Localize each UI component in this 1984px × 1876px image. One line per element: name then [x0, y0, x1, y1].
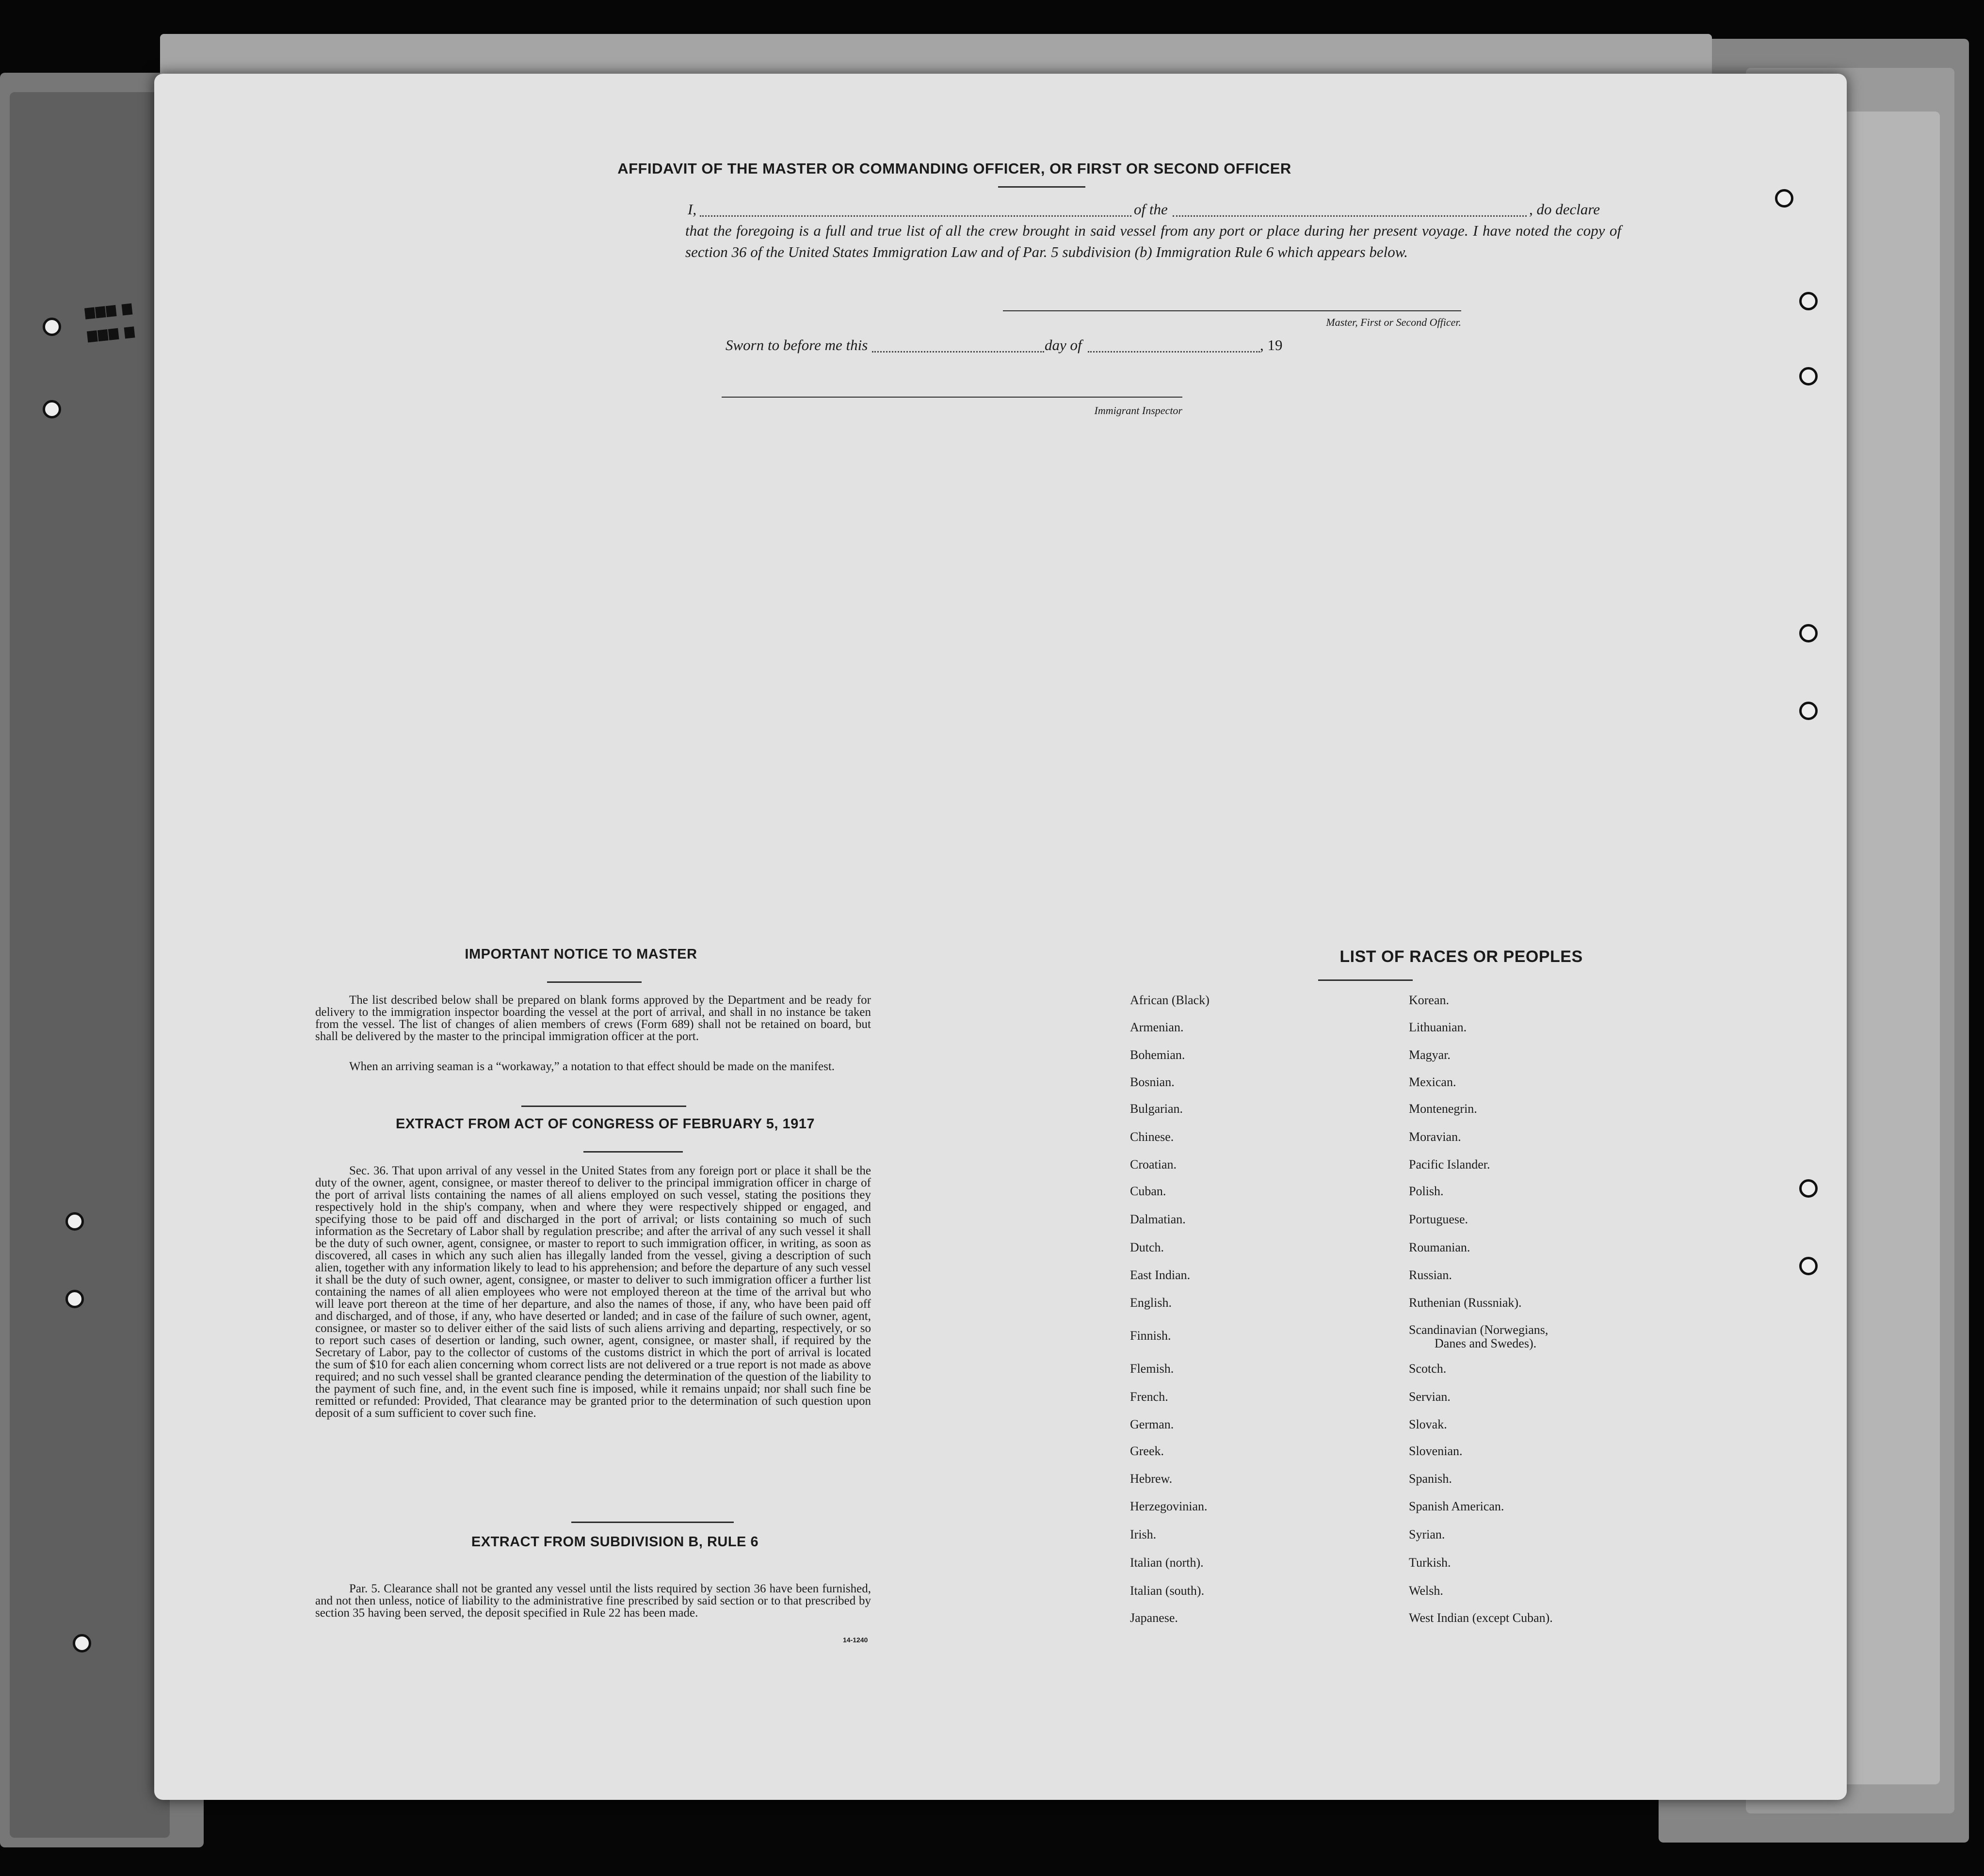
race-item: Spanish. — [1409, 1472, 1452, 1486]
do-declare-label: , do declare — [1529, 201, 1600, 218]
act-extract-title: EXTRACT FROM ACT OF CONGRESS OF FEBRUARY 5, 1917 — [395, 1116, 815, 1132]
race-item: Finnish. — [1130, 1329, 1171, 1343]
affidavit-body: that the foregoing is a full and true list of all the crew brought in said vessel from any port or place during her present voyage. I have noted the copy of section 36 of the United States Immigration Law and of Par. 5 subdivision (b) Immigration Rule 6 which appears below. — [685, 222, 1621, 260]
race-item: Lithuanian. — [1409, 1020, 1467, 1034]
binder-hole — [1799, 292, 1818, 310]
form-number: 14-1240 — [843, 1636, 868, 1644]
stamp-mark: ▆▆▆ ▆ ▆▆▆ ▆ — [84, 300, 136, 343]
races-title: LIST OF RACES OR PEOPLES — [1339, 947, 1583, 966]
race-item: Bohemian. — [1130, 1048, 1185, 1062]
race-item: Dalmatian. — [1130, 1212, 1186, 1226]
race-item: Russian. — [1409, 1268, 1452, 1282]
race-item: Herzegovinian. — [1130, 1499, 1208, 1513]
divider — [1318, 979, 1413, 981]
race-item: Portuguese. — [1409, 1212, 1468, 1226]
race-item: Hebrew. — [1130, 1472, 1173, 1486]
binder-hole — [1799, 1257, 1818, 1275]
race-item: African (Black) — [1130, 993, 1210, 1007]
affidavit-title: AFFIDAVIT OF THE MASTER OR COMMANDING OFFICER, OR FIRST OR SECOND OFFICER — [617, 160, 1291, 177]
divider — [547, 981, 642, 983]
divider — [998, 186, 1085, 188]
divider — [583, 1151, 683, 1153]
divider — [571, 1522, 734, 1523]
act-extract-text: Sec. 36. That upon arrival of any vessel in the United States from any foreign port or place it shall be the duty of the owner, agent, consignee, or master thereof to deliver to the principal immigration officer in charge of the port of arrival lists containing the names of all aliens employed on such vessel, stating the positions they respectively hold in the ship's company, when and where they were respectively shipped or engaged, and specifying those to be paid off and discharged in the port of arrival; or lists containing so much of such information as the Secretary of Labor shall by regulation prescribe; and after the arrival of any such vessel it shall be the duty of such owner, agent, consignee, or master to report to such immigration officer, in writing, as soon as discovered, all cases in which any such alien has illegally landed from the vessel, giving a description of such alien, together with any information likely to lead to his apprehension; and before the departure of any such vessel it shall be the duty of such owner, agent, consignee, or master to deliver to such immigration officer a further list containing the names of all alien employees who were not employed thereon at the time of the arrival but who will leave port thereon at the time of her departure, and also the names of those, if any, who have been paid off and discharged, and of those, if any, who have deserted or landed; and in case of the failure of such owner, agent, consignee, or master so to deliver either of the said lists of such aliens arriving and departing, respectively, or so to report such cases of desertion or landing, such owner, agent, consignee, or master shall, if required by the Secretary of Labor, pay to the collector of customs of the customs district in which the port of arrival is located the sum of $10 for each alien concerning whom correct lists are not delivered or a true report is not made as above required; and no such vessel shall be granted clearance pending the determination of the question of the liability to the payment of such fine, and, in the event such fine is imposed, while it remains unpaid; nor shall such fine be remitted or refunded: Provided, That clearance may be granted prior to the determination of such question upon deposit of a sum sufficient to cover such fine. — [315, 1164, 871, 1420]
race-item: Roumanian. — [1409, 1240, 1470, 1254]
sworn-label: Sworn to before me this — [726, 337, 868, 353]
race-item: Polish. — [1409, 1184, 1444, 1198]
race-item: French. — [1130, 1390, 1168, 1404]
race-item: Ruthenian (Russniak). — [1409, 1296, 1522, 1310]
notice-paragraph-2: When an arriving seaman is a “workaway,” a notation to that effect should be made on the manifest. — [349, 1060, 835, 1073]
race-item: German. — [1130, 1417, 1174, 1431]
notice-title: IMPORTANT NOTICE TO MASTER — [465, 946, 697, 962]
rule-extract-title: EXTRACT FROM SUBDIVISION B, RULE 6 — [471, 1534, 759, 1550]
day-of-label: day of — [1045, 337, 1082, 353]
race-item: Servian. — [1409, 1390, 1451, 1404]
binder-hole — [1775, 189, 1793, 208]
race-item: East Indian. — [1130, 1268, 1191, 1282]
race-item: Mexican. — [1409, 1075, 1456, 1089]
binder-hole — [65, 1212, 84, 1231]
binder-hole — [1799, 624, 1818, 642]
binder-hole — [73, 1634, 91, 1652]
form-page — [154, 74, 1847, 1800]
race-item: Irish. — [1130, 1527, 1157, 1541]
binder-hole — [65, 1290, 84, 1308]
race-item: Italian (south). — [1130, 1584, 1205, 1598]
affiant-name-field[interactable] — [700, 215, 1131, 217]
notice-paragraph-1: The list described below shall be prepared on blank forms approved by the Department and be ready for delivery to the immigration inspector boarding the vessel at the port of arrival, and shall in no instance be taken from the vessel. The list of changes of alien members of crews (Form 689) shall not be retained on board, but shall be delivered by the master to the principal immigration officer at the port. — [315, 994, 871, 1043]
race-item: Flemish. — [1130, 1362, 1174, 1376]
binder-hole — [1799, 702, 1818, 720]
race-item: Montenegrin. — [1409, 1102, 1477, 1116]
binder-hole — [43, 400, 61, 418]
binder-hole — [1799, 1179, 1818, 1198]
inspector-label: Immigrant Inspector — [1094, 404, 1182, 417]
race-item: Spanish American. — [1409, 1499, 1504, 1513]
rule-extract-text: Par. 5. Clearance shall not be granted any vessel until the lists required by section 36 have been furnished, and not then unless, notice of liability to the administrative fine prescribed by said section or to that prescribed by section 35 having been served, the deposit specified in Rule 22 has been made. — [315, 1582, 871, 1619]
binder-hole — [43, 318, 61, 336]
race-item: Italian (north). — [1130, 1555, 1204, 1570]
sworn-month-field[interactable] — [1088, 351, 1260, 353]
race-item: Korean. — [1409, 993, 1450, 1007]
race-item: Slovenian. — [1409, 1444, 1463, 1458]
year-label: , 19 — [1260, 337, 1283, 353]
race-item: Bosnian. — [1130, 1075, 1175, 1089]
affiant-i-label: I, — [688, 201, 697, 218]
master-signature-line[interactable] — [1003, 310, 1461, 311]
race-item: Japanese. — [1130, 1611, 1178, 1625]
race-item: Chinese. — [1130, 1130, 1174, 1144]
binder-hole — [1799, 367, 1818, 385]
race-item: English. — [1130, 1296, 1172, 1310]
race-item: Slovak. — [1409, 1417, 1447, 1431]
race-item: Danes and Swedes). — [1435, 1336, 1537, 1350]
sworn-day-field[interactable] — [872, 351, 1044, 353]
race-item: West Indian (except Cuban). — [1409, 1611, 1553, 1625]
race-item: Pacific Islander. — [1409, 1157, 1490, 1171]
race-item: Cuban. — [1130, 1184, 1166, 1198]
master-signature-label: Master, First or Second Officer. — [1326, 316, 1461, 328]
race-item: Dutch. — [1130, 1240, 1164, 1254]
race-item: Scandinavian (Norwegians, — [1409, 1323, 1548, 1337]
race-item: Magyar. — [1409, 1048, 1451, 1062]
race-item: Croatian. — [1130, 1157, 1177, 1171]
race-item: Armenian. — [1130, 1020, 1184, 1034]
race-item: Moravian. — [1409, 1130, 1461, 1144]
race-item: Syrian. — [1409, 1527, 1445, 1541]
race-item: Bulgarian. — [1130, 1102, 1183, 1116]
divider — [521, 1106, 686, 1107]
race-item: Welsh. — [1409, 1584, 1443, 1598]
inspector-signature-line[interactable] — [722, 397, 1182, 398]
race-item: Scotch. — [1409, 1362, 1447, 1376]
vessel-name-field[interactable] — [1173, 215, 1527, 217]
race-item: Greek. — [1130, 1444, 1164, 1458]
of-the-label: of the — [1134, 201, 1168, 218]
race-item: Turkish. — [1409, 1555, 1451, 1570]
